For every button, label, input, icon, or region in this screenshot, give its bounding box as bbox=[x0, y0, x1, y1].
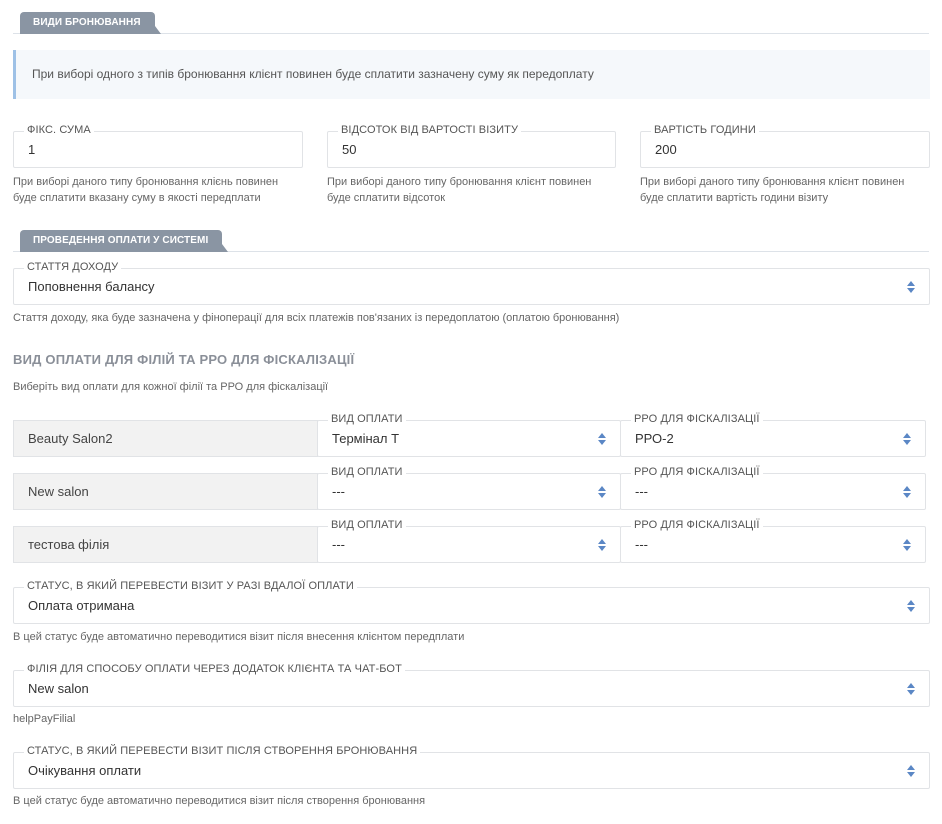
branch-rro-select[interactable] bbox=[620, 519, 926, 563]
booking-types-tab[interactable]: ВИДИ БРОНЮВАННЯ bbox=[20, 12, 155, 34]
income-article-value: Поповнення балансу bbox=[28, 279, 155, 294]
branch-name: Beauty Salon2 bbox=[13, 420, 318, 457]
income-article-select[interactable] bbox=[13, 261, 930, 305]
percent-field[interactable] bbox=[327, 124, 616, 168]
pay-type-label: ВИД ОПЛАТИ bbox=[328, 466, 406, 479]
branch-name: тестова філія bbox=[13, 526, 318, 563]
rro-value: --- bbox=[635, 537, 648, 552]
app-branch-help: helpPayFilial bbox=[13, 713, 76, 725]
branch-name: New salon bbox=[13, 473, 318, 510]
hour-price-help: При виборі даного типу бронювання клієнт повинен буде сплатити вартість години візиту bbox=[640, 176, 905, 204]
pay-type-value: --- bbox=[332, 484, 345, 499]
rro-label: РРО ДЛЯ ФІСКАЛІЗАЦІЇ bbox=[631, 519, 763, 532]
payment-tab[interactable]: ПРОВЕДЕННЯ ОПЛАТИ У СИСТЕМІ bbox=[20, 230, 222, 252]
hour-price-field[interactable] bbox=[640, 124, 930, 168]
chevron-up-down-icon bbox=[903, 486, 911, 498]
pay-type-value: Термінал Т bbox=[332, 431, 400, 446]
success-status-select[interactable] bbox=[13, 580, 930, 624]
app-branch-select[interactable] bbox=[13, 663, 930, 707]
chevron-up-down-icon bbox=[907, 281, 915, 293]
pay-type-label: ВИД ОПЛАТИ bbox=[328, 413, 406, 426]
branch-row bbox=[13, 519, 926, 563]
success-status-label: СТАТУС, В ЯКИЙ ПЕРЕВЕСТИ ВІЗИТ У РАЗІ ВДАЛОЇ ОПЛАТИ bbox=[24, 580, 357, 593]
chevron-up-down-icon bbox=[907, 765, 915, 777]
fixed-amount-label: ФІКС. СУМА bbox=[24, 124, 94, 137]
chevron-up-down-icon bbox=[598, 433, 606, 445]
booking-types-tab-header bbox=[13, 10, 929, 34]
percent-label: ВІДСОТОК ВІД ВАРТОСТІ ВІЗИТУ bbox=[338, 124, 521, 137]
hour-price-label: ВАРТІСТЬ ГОДИНИ bbox=[651, 124, 759, 137]
chevron-up-down-icon bbox=[598, 539, 606, 551]
fixed-amount-input[interactable] bbox=[28, 132, 258, 167]
created-status-select[interactable] bbox=[13, 745, 930, 789]
rro-value: РРО-2 bbox=[635, 431, 674, 446]
app-branch-label: ФІЛІЯ ДЛЯ СПОСОБУ ОПЛАТИ ЧЕРЕЗ ДОДАТОК КЛІЄНТА ТА ЧАТ-БОТ bbox=[24, 663, 405, 676]
rro-label: РРО ДЛЯ ФІСКАЛІЗАЦІЇ bbox=[631, 413, 763, 426]
branch-row bbox=[13, 466, 926, 510]
payment-tab-header bbox=[13, 228, 929, 252]
branch-pay-type-select[interactable] bbox=[317, 413, 621, 457]
created-status-help: В цей статус буде автоматично переводитися візит після створення бронювання bbox=[13, 795, 426, 807]
branches-section-subtitle: Виберіть вид оплати для кожної філії та РРО для фіскалізації bbox=[13, 381, 329, 393]
rro-label: РРО ДЛЯ ФІСКАЛІЗАЦІЇ bbox=[631, 466, 763, 479]
income-article-label: СТАТТЯ ДОХОДУ bbox=[24, 261, 121, 274]
percent-help: При виборі даного типу бронювання клієнт повинен буде сплатити відсоток bbox=[327, 176, 592, 204]
percent-input[interactable] bbox=[342, 132, 572, 167]
chevron-up-down-icon bbox=[907, 600, 915, 612]
fixed-amount-field[interactable] bbox=[13, 124, 303, 168]
hour-price-input[interactable] bbox=[655, 132, 885, 167]
created-status-label: СТАТУС, В ЯКИЙ ПЕРЕВЕСТИ ВІЗИТ ПІСЛЯ СТВОРЕННЯ БРОНЮВАННЯ bbox=[24, 745, 420, 758]
chevron-up-down-icon bbox=[907, 683, 915, 695]
chevron-up-down-icon bbox=[903, 433, 911, 445]
income-article-help: Стаття доходу, яка буде зазначена у фіноперації для всіх платежів пов'язаних із передоплатою (оплатою бронювання) bbox=[13, 312, 620, 324]
success-status-value: Оплата отримана bbox=[28, 598, 135, 613]
branch-pay-type-select[interactable] bbox=[317, 519, 621, 563]
branches-section-title: ВИД ОПЛАТИ ДЛЯ ФІЛІЙ ТА РРО ДЛЯ ФІСКАЛІЗАЦІЇ bbox=[13, 352, 355, 367]
success-status-help: В цей статус буде автоматично переводитися візит після внесення клієнтом передплати bbox=[13, 631, 465, 643]
branch-row bbox=[13, 413, 926, 457]
app-branch-value: New salon bbox=[28, 681, 89, 696]
branch-rro-select[interactable] bbox=[620, 466, 926, 510]
rro-value: --- bbox=[635, 484, 648, 499]
pay-type-value: --- bbox=[332, 537, 345, 552]
chevron-up-down-icon bbox=[903, 539, 911, 551]
branch-pay-type-select[interactable] bbox=[317, 466, 621, 510]
fixed-amount-help: При виборі даного типу бронювання клієнь повинен буде сплатити вказану суму в якості передплати bbox=[13, 176, 279, 204]
booking-info-box: При виборі одного з типів бронювання клієнт повинен буде сплатити зазначену суму як передоплату bbox=[13, 50, 930, 99]
branch-rro-select[interactable] bbox=[620, 413, 926, 457]
chevron-up-down-icon bbox=[598, 486, 606, 498]
created-status-value: Очікування оплати bbox=[28, 763, 142, 778]
pay-type-label: ВИД ОПЛАТИ bbox=[328, 519, 406, 532]
